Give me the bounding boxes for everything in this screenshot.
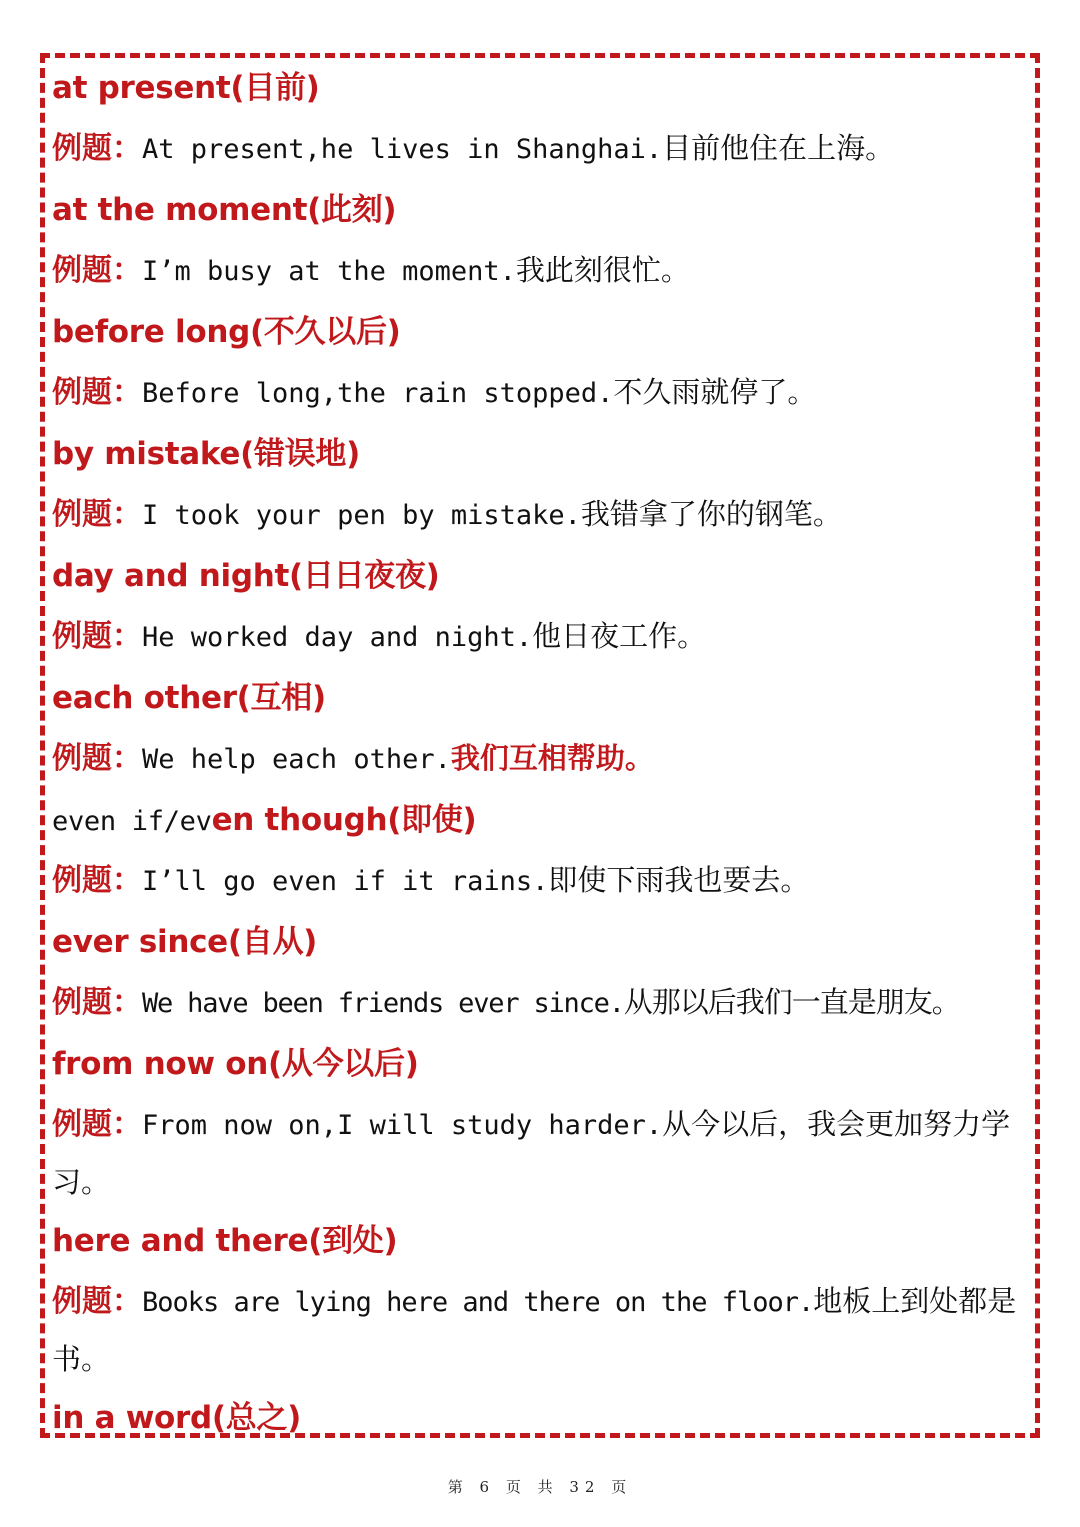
example-label: 例题： <box>52 1284 142 1319</box>
example-label: 例题： <box>52 375 142 410</box>
example-label: 例题： <box>52 253 142 288</box>
example-chinese: 从那以后我们一直是朋友。 <box>623 985 960 1019</box>
phrase-heading-red-part: en though(即使) <box>211 802 477 838</box>
phrase-heading: at present(目前) <box>52 70 320 106</box>
example-sentence <box>52 850 1032 912</box>
example-sentence <box>52 606 1032 668</box>
example-sentence <box>52 1271 1032 1388</box>
example-label: 例题： <box>52 1107 142 1142</box>
example-english: Before long,the rain stopped. <box>142 378 614 409</box>
example-sentence <box>52 362 1032 424</box>
phrase-heading: at the moment(此刻) <box>52 192 397 228</box>
example-label: 例题： <box>52 131 142 166</box>
example-chinese: 从今以后，我会更加努力学习。 <box>52 1107 1011 1199</box>
example-chinese: 目前他住在上海。 <box>662 131 895 165</box>
example-chinese: 我此刻很忙。 <box>515 253 690 287</box>
example-label: 例题： <box>52 985 142 1020</box>
example-chinese: 我错拿了你的钢笔。 <box>580 497 842 531</box>
example-english: From now on,I will study harder. <box>142 1110 663 1141</box>
phrase-heading: in a word(总之) <box>52 1400 302 1436</box>
phrase-heading: here and there(到处) <box>52 1223 398 1259</box>
phrase-heading: ever since(自从) <box>52 924 318 960</box>
phrase-heading <box>52 790 1032 850</box>
example-english: We have been friends ever since. <box>142 988 624 1019</box>
example-english: Books are lying here and there on the floor. <box>142 1287 814 1318</box>
phrase-heading: before long(不久以后) <box>52 314 401 350</box>
example-english: I took your pen by mistake. <box>142 500 581 531</box>
phrase-heading-plain-part: even if/ev <box>52 806 212 837</box>
phrase-heading: by mistake(错误地) <box>52 436 360 472</box>
phrase-list <box>52 58 1032 1448</box>
page-footer: 第 6 页 共 32 页 <box>447 1478 633 1496</box>
example-chinese: 他日夜工作。 <box>532 619 707 653</box>
example-english: We help each other. <box>142 744 451 775</box>
example-sentence <box>52 728 1032 790</box>
phrase-heading: day and night(日日夜夜) <box>52 558 440 594</box>
example-chinese-highlighted: 我们互相帮助。 <box>450 741 654 775</box>
example-english: At present,he lives in Shanghai. <box>142 134 663 165</box>
example-sentence <box>52 240 1032 302</box>
example-english: He worked day and night. <box>142 622 533 653</box>
example-sentence <box>52 972 1032 1034</box>
phrase-heading: from now on(从今以后) <box>52 1046 419 1082</box>
example-label: 例题： <box>52 497 142 532</box>
example-english: I’m busy at the moment. <box>142 256 516 287</box>
example-sentence <box>52 484 1032 546</box>
example-english: I’ll go even if it rains. <box>142 866 549 897</box>
example-label: 例题： <box>52 741 142 776</box>
phrase-heading: each other(互相) <box>52 680 326 716</box>
example-chinese: 即使下雨我也要去。 <box>548 863 810 897</box>
example-chinese: 地板上到处都是书。 <box>52 1284 1017 1376</box>
example-chinese: 不久雨就停了。 <box>613 375 817 409</box>
example-sentence <box>52 118 1032 180</box>
example-label: 例题： <box>52 863 142 898</box>
example-label: 例题： <box>52 619 142 654</box>
example-sentence <box>52 1094 1032 1211</box>
